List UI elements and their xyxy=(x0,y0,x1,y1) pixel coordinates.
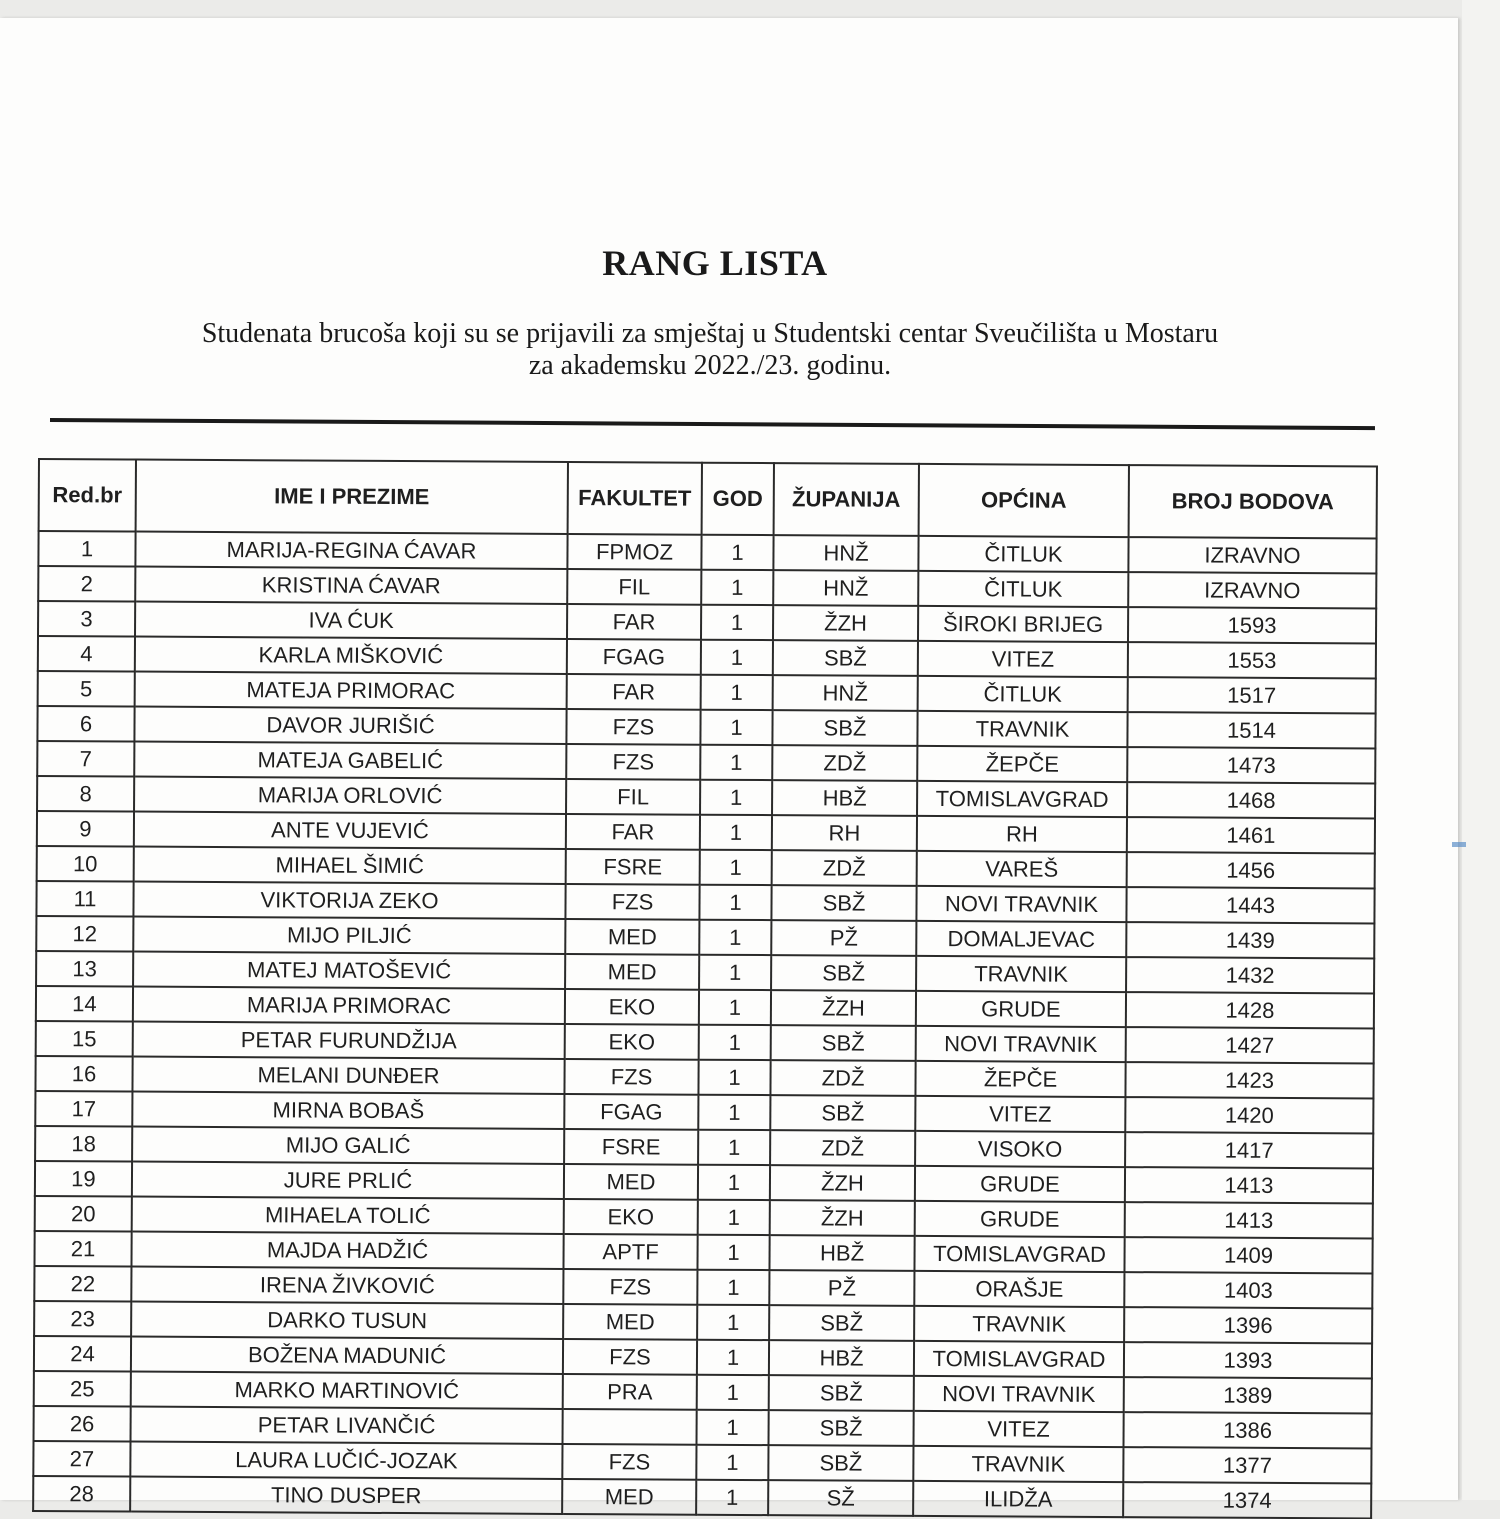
cell-fakultet: FZS xyxy=(566,709,700,745)
cell-zupanija: SBŽ xyxy=(768,1445,913,1481)
cell-ime: JURE PRLIĆ xyxy=(132,1162,564,1199)
cell-fakultet: FPMOZ xyxy=(567,534,701,570)
cell-bodovi: 1377 xyxy=(1123,1447,1371,1483)
cell-opcina: TRAVNIK xyxy=(913,1446,1123,1482)
cell-redbr: 25 xyxy=(34,1371,131,1407)
cell-bodovi: 1374 xyxy=(1123,1482,1371,1518)
cell-opcina: VISOKO xyxy=(915,1131,1125,1167)
cell-redbr: 27 xyxy=(33,1441,130,1477)
cell-god: 1 xyxy=(701,640,773,675)
cell-ime: MIHAEL ŠIMIĆ xyxy=(134,847,566,884)
cell-god: 1 xyxy=(699,990,771,1025)
cell-zupanija: ZDŽ xyxy=(772,745,917,781)
cell-bodovi: 1420 xyxy=(1125,1097,1373,1133)
cell-redbr: 19 xyxy=(35,1161,132,1197)
cell-zupanija: SBŽ xyxy=(771,1025,916,1061)
cell-bodovi: 1413 xyxy=(1125,1167,1373,1203)
cell-zupanija: RH xyxy=(772,815,917,851)
subtitle-line-2: za akademsku 2022./23. godinu. xyxy=(528,350,892,381)
cell-ime: ANTE VUJEVIĆ xyxy=(134,812,566,849)
cell-zupanija: SBŽ xyxy=(769,1305,914,1341)
scanned-page xyxy=(0,18,1458,1513)
cell-fakultet: APTF xyxy=(563,1234,697,1270)
cell-bodovi: 1427 xyxy=(1126,1027,1374,1063)
background-strip xyxy=(1462,0,1500,1500)
cell-opcina: ORAŠJE xyxy=(914,1271,1124,1307)
cell-redbr: 6 xyxy=(37,706,134,742)
cell-bodovi: 1593 xyxy=(1128,607,1376,643)
header-redbr: Red.br xyxy=(39,459,136,532)
cell-redbr: 26 xyxy=(34,1406,131,1442)
cell-opcina: TRAVNIK xyxy=(914,1306,1124,1342)
cell-opcina: TOMISLAVGRAD xyxy=(917,781,1127,817)
cell-ime: MIRNA BOBAŠ xyxy=(132,1092,564,1129)
cell-bodovi: 1517 xyxy=(1128,677,1376,713)
cell-ime: IRENA ŽIVKOVIĆ xyxy=(131,1267,563,1304)
cell-redbr: 16 xyxy=(35,1056,132,1092)
cell-fakultet: FGAG xyxy=(564,1094,698,1130)
cell-bodovi: 1393 xyxy=(1124,1342,1372,1378)
cell-god: 1 xyxy=(698,1060,770,1095)
cell-opcina: VAREŠ xyxy=(917,851,1127,887)
cell-opcina: GRUDE xyxy=(916,991,1126,1027)
cell-zupanija: PŽ xyxy=(769,1270,914,1306)
header-bodovi: BROJ BODOVA xyxy=(1129,465,1377,538)
cell-redbr: 2 xyxy=(38,566,135,602)
table-row xyxy=(33,1476,1371,1518)
cell-fakultet: FSRE xyxy=(564,1129,698,1165)
cell-opcina: TRAVNIK xyxy=(916,956,1126,992)
cell-ime: PETAR LIVANČIĆ xyxy=(131,1407,563,1444)
cell-ime: MARIJA ORLOVIĆ xyxy=(134,777,566,814)
cell-zupanija: ŽZH xyxy=(771,990,916,1026)
cell-god: 1 xyxy=(697,1270,769,1305)
cell-god: 1 xyxy=(701,570,773,605)
cell-god: 1 xyxy=(699,1025,771,1060)
cell-ime: MATEJ MATOŠEVIĆ xyxy=(133,952,565,989)
cell-redbr: 28 xyxy=(33,1476,130,1512)
cell-god: 1 xyxy=(699,920,771,955)
cell-fakultet: FZS xyxy=(566,744,700,780)
cell-god: 1 xyxy=(701,535,773,570)
cell-bodovi: 1461 xyxy=(1127,817,1375,853)
cell-bodovi: 1473 xyxy=(1127,747,1375,783)
header-ime: IME I PREZIME xyxy=(136,460,568,534)
cell-bodovi: 1514 xyxy=(1127,712,1375,748)
cell-zupanija: SBŽ xyxy=(771,885,916,921)
cell-redbr: 21 xyxy=(34,1231,131,1267)
cell-fakultet: MED xyxy=(562,1479,696,1515)
cell-bodovi: 1386 xyxy=(1123,1412,1371,1448)
cell-zupanija: SBŽ xyxy=(770,1095,915,1131)
cell-opcina: ŠIROKI BRIJEG xyxy=(918,606,1128,642)
cell-opcina: TRAVNIK xyxy=(917,711,1127,747)
cell-bodovi: 1417 xyxy=(1125,1132,1373,1168)
cell-god: 1 xyxy=(700,815,772,850)
ranking-table xyxy=(32,458,1378,1519)
cell-opcina: VITEZ xyxy=(915,1096,1125,1132)
cell-bodovi: 1409 xyxy=(1124,1237,1372,1273)
cell-ime: MIJO PILJIĆ xyxy=(133,917,565,954)
cell-zupanija: HNŽ xyxy=(773,675,918,711)
cell-opcina: GRUDE xyxy=(915,1166,1125,1202)
cell-opcina: ILIDŽA xyxy=(913,1481,1123,1517)
cell-redbr: 8 xyxy=(37,776,134,812)
cell-ime: TINO DUSPER xyxy=(130,1477,562,1514)
cell-opcina: TOMISLAVGRAD xyxy=(914,1236,1124,1272)
cell-opcina: NOVI TRAVNIK xyxy=(916,886,1126,922)
header-fakultet: FAKULTET xyxy=(568,462,702,535)
cell-opcina: RH xyxy=(917,816,1127,852)
cell-fakultet: FZS xyxy=(563,1339,697,1375)
cell-fakultet: FAR xyxy=(566,814,700,850)
cell-redbr: 4 xyxy=(38,636,135,672)
table-header-row xyxy=(39,459,1377,538)
cell-bodovi: 1439 xyxy=(1126,922,1374,958)
horizontal-rule xyxy=(50,418,1375,430)
cell-bodovi: 1396 xyxy=(1124,1307,1372,1343)
cell-god: 1 xyxy=(696,1445,768,1480)
cell-zupanija: HBŽ xyxy=(769,1340,914,1376)
cell-god: 1 xyxy=(701,605,773,640)
cell-opcina: ŽEPČE xyxy=(915,1061,1125,1097)
header-opcina: OPĆINA xyxy=(919,464,1129,537)
cell-zupanija: SBŽ xyxy=(768,1410,913,1446)
cell-ime: LAURA LUČIĆ-JOZAK xyxy=(130,1442,562,1479)
cell-redbr: 17 xyxy=(35,1091,132,1127)
cell-ime: MARIJA-REGINA ĆAVAR xyxy=(135,532,567,569)
cell-ime: VIKTORIJA ZEKO xyxy=(133,882,565,919)
cell-god: 1 xyxy=(701,675,773,710)
cell-ime: PETAR FURUNDŽIJA xyxy=(133,1022,565,1059)
cell-fakultet: EKO xyxy=(565,1024,699,1060)
cell-fakultet: FGAG xyxy=(567,639,701,675)
cell-bodovi: 1423 xyxy=(1125,1062,1373,1098)
cell-god: 1 xyxy=(698,1200,770,1235)
cell-god: 1 xyxy=(700,780,772,815)
cell-redbr: 20 xyxy=(35,1196,132,1232)
cell-ime: MIHAELA TOLIĆ xyxy=(132,1197,564,1234)
cell-bodovi: 1432 xyxy=(1126,957,1374,993)
cell-bodovi: 1553 xyxy=(1128,642,1376,678)
cell-opcina: GRUDE xyxy=(915,1201,1125,1237)
cell-zupanija: ŽZH xyxy=(770,1200,915,1236)
cell-zupanija: SBŽ xyxy=(769,1375,914,1411)
cell-god: 1 xyxy=(700,745,772,780)
cell-bodovi: IZRAVNO xyxy=(1128,537,1376,573)
cell-ime: MIJO GALIĆ xyxy=(132,1127,564,1164)
header-god: GOD xyxy=(702,463,774,535)
cell-opcina: VITEZ xyxy=(918,641,1128,677)
cell-fakultet: MED xyxy=(563,1304,697,1340)
cell-redbr: 23 xyxy=(34,1301,131,1337)
cell-redbr: 10 xyxy=(37,846,134,882)
cell-ime: KARLA MIŠKOVIĆ xyxy=(135,637,567,674)
cell-fakultet xyxy=(563,1409,697,1445)
cell-fakultet: FZS xyxy=(563,1269,697,1305)
cell-ime: BOŽENA MADUNIĆ xyxy=(131,1337,563,1374)
cell-ime: DAVOR JURIŠIĆ xyxy=(134,707,566,744)
table-body xyxy=(33,531,1376,1518)
cell-fakultet: FIL xyxy=(566,779,700,815)
cell-god: 1 xyxy=(696,1410,768,1445)
cell-god: 1 xyxy=(697,1375,769,1410)
cell-zupanija: ZDŽ xyxy=(770,1130,915,1166)
cell-redbr: 22 xyxy=(34,1266,131,1302)
cell-ime: KRISTINA ĆAVAR xyxy=(135,567,567,604)
cell-god: 1 xyxy=(699,955,771,990)
cell-opcina: ČITLUK xyxy=(918,536,1128,572)
cell-fakultet: FIL xyxy=(567,569,701,605)
cell-god: 1 xyxy=(697,1305,769,1340)
cell-zupanija: SBŽ xyxy=(771,955,916,991)
cell-god: 1 xyxy=(698,1095,770,1130)
cell-opcina: ČITLUK xyxy=(918,571,1128,607)
cell-fakultet: EKO xyxy=(565,989,699,1025)
cell-fakultet: FAR xyxy=(567,674,701,710)
cell-god: 1 xyxy=(698,1130,770,1165)
cell-redbr: 13 xyxy=(36,951,133,987)
cell-zupanija: ŽZH xyxy=(773,605,918,641)
cell-bodovi: IZRAVNO xyxy=(1128,572,1376,608)
cell-ime: MELANI DUNĐER xyxy=(132,1057,564,1094)
cell-redbr: 5 xyxy=(38,671,135,707)
cell-fakultet: FSRE xyxy=(566,849,700,885)
subtitle-line-1: Studenata brucoša koji su se prijavili za smještaj u Studentski centar Sveučilišta u Mostaru xyxy=(201,318,1219,349)
cell-ime: MARIJA PRIMORAC xyxy=(133,987,565,1024)
cell-bodovi: 1468 xyxy=(1127,782,1375,818)
cell-zupanija: HNŽ xyxy=(773,570,918,606)
cell-opcina: VITEZ xyxy=(913,1411,1123,1447)
cell-fakultet: FZS xyxy=(565,884,699,920)
cell-redbr: 12 xyxy=(36,916,133,952)
cell-fakultet: MED xyxy=(565,954,699,990)
cell-fakultet: FAR xyxy=(567,604,701,640)
cell-god: 1 xyxy=(698,1165,770,1200)
cell-ime: MATEJA PRIMORAC xyxy=(135,672,567,709)
cell-zupanija: HBŽ xyxy=(772,780,917,816)
cell-zupanija: HNŽ xyxy=(773,535,918,571)
cell-redbr: 14 xyxy=(36,986,133,1022)
cell-fakultet: MED xyxy=(565,919,699,955)
cell-bodovi: 1456 xyxy=(1127,852,1375,888)
cell-ime: MARKO MARTINOVIĆ xyxy=(131,1372,563,1409)
cell-redbr: 7 xyxy=(37,741,134,777)
cell-zupanija: ZDŽ xyxy=(770,1060,915,1096)
cell-opcina: TOMISLAVGRAD xyxy=(914,1341,1124,1377)
cell-opcina: NOVI TRAVNIK xyxy=(914,1376,1124,1412)
cell-fakultet: MED xyxy=(564,1164,698,1200)
cell-fakultet: PRA xyxy=(563,1374,697,1410)
cell-redbr: 11 xyxy=(36,881,133,917)
cell-redbr: 24 xyxy=(34,1336,131,1372)
cell-zupanija: ŽZH xyxy=(770,1165,915,1201)
cell-ime: IVA ĆUK xyxy=(135,602,567,639)
header-zupanija: ŽUPANIJA xyxy=(774,463,919,536)
ranking-table-wrapper xyxy=(32,458,1378,1519)
cell-redbr: 15 xyxy=(36,1021,133,1057)
cell-redbr: 9 xyxy=(37,811,134,847)
page-title: RANG LISTA xyxy=(602,243,828,283)
cell-opcina: ŽEPČE xyxy=(917,746,1127,782)
cell-ime: DARKO TUSUN xyxy=(131,1302,563,1339)
page-subtitle xyxy=(60,318,1360,382)
cell-ime: MAJDA HADŽIĆ xyxy=(131,1232,563,1269)
cell-opcina: NOVI TRAVNIK xyxy=(916,1026,1126,1062)
cell-redbr: 18 xyxy=(35,1126,132,1162)
cell-fakultet: FZS xyxy=(562,1444,696,1480)
cell-god: 1 xyxy=(696,1480,768,1515)
cell-god: 1 xyxy=(700,850,772,885)
cell-zupanija: SŽ xyxy=(768,1480,913,1516)
cell-opcina: ČITLUK xyxy=(918,676,1128,712)
cell-god: 1 xyxy=(699,885,771,920)
cell-bodovi: 1428 xyxy=(1126,992,1374,1028)
cell-bodovi: 1413 xyxy=(1125,1202,1373,1238)
cell-fakultet: FZS xyxy=(564,1059,698,1095)
cell-god: 1 xyxy=(697,1235,769,1270)
cell-zupanija: HBŽ xyxy=(769,1235,914,1271)
cell-redbr: 3 xyxy=(38,601,135,637)
cell-god: 1 xyxy=(700,710,772,745)
cell-zupanija: PŽ xyxy=(771,920,916,956)
cell-zupanija: SBŽ xyxy=(772,710,917,746)
cell-fakultet: EKO xyxy=(564,1199,698,1235)
cell-bodovi: 1443 xyxy=(1126,887,1374,923)
cell-redbr: 1 xyxy=(38,531,135,567)
cell-zupanija: SBŽ xyxy=(773,640,918,676)
cell-bodovi: 1403 xyxy=(1124,1272,1372,1308)
cell-god: 1 xyxy=(697,1340,769,1375)
cell-opcina: DOMALJEVAC xyxy=(916,921,1126,957)
cell-zupanija: ZDŽ xyxy=(772,850,917,886)
edge-mark xyxy=(1452,842,1466,847)
cell-bodovi: 1389 xyxy=(1124,1377,1372,1413)
cell-ime: MATEJA GABELIĆ xyxy=(134,742,566,779)
